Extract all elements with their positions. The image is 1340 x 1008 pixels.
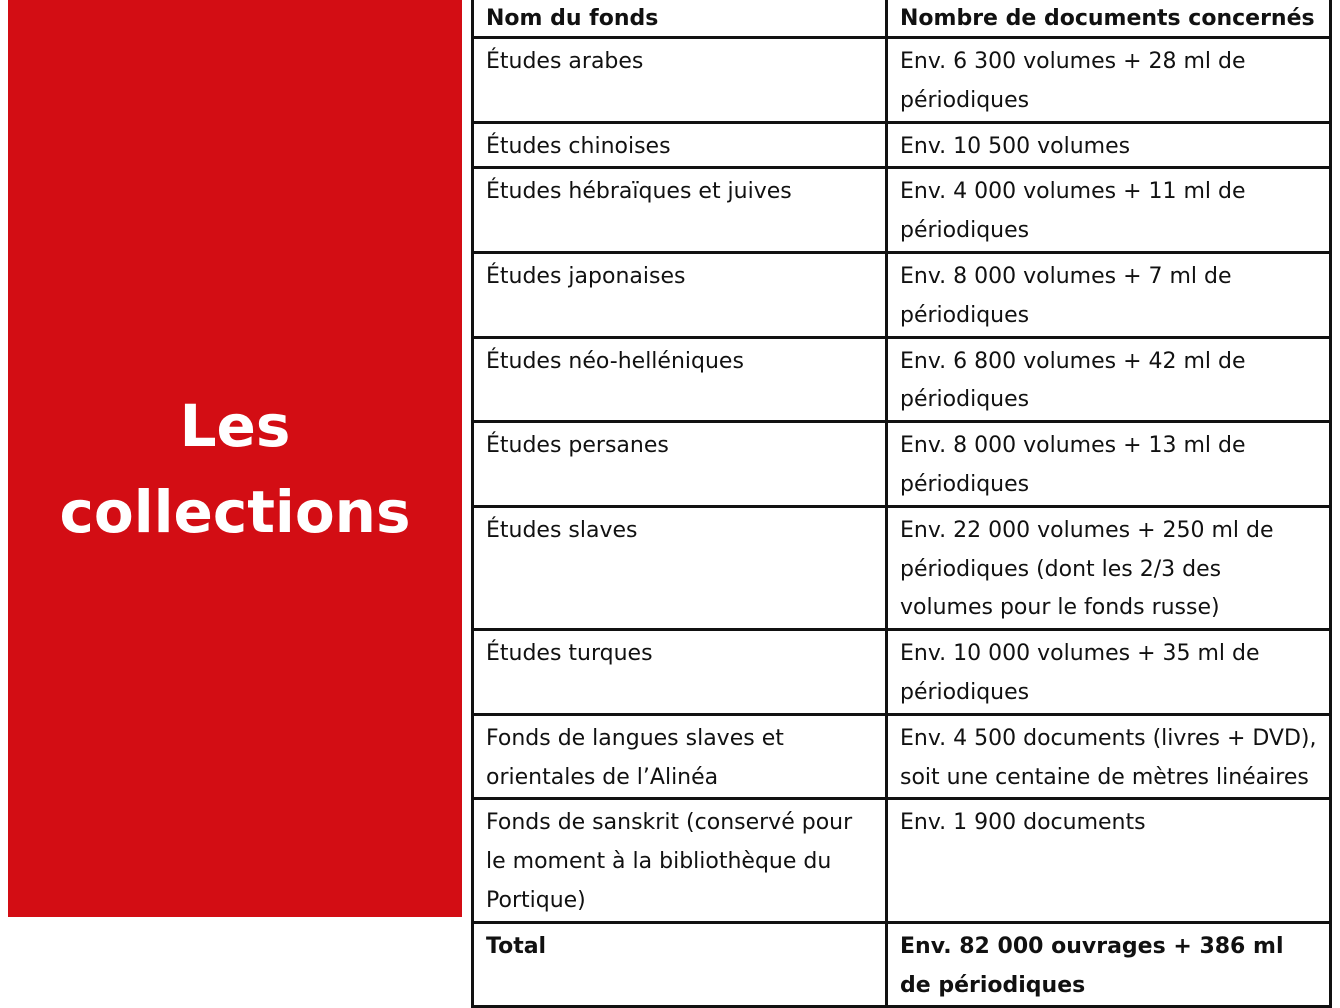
document-count-cell: Env. 6 800 volumes + 42 ml de périodiques	[887, 337, 1331, 422]
table-row	[473, 122, 1331, 168]
fonds-name-cell: Études slaves	[473, 506, 887, 629]
page-title-line-1: Les	[179, 391, 291, 460]
table-row	[473, 422, 1331, 507]
table-row	[473, 630, 1331, 715]
table-row	[473, 168, 1331, 253]
fonds-name-cell: Fonds de langues slaves et orientales de l’Alinéa	[473, 714, 887, 799]
table-header-row	[473, 0, 1331, 38]
table-total-row	[473, 922, 1331, 1007]
document-count-cell: Env. 1 900 documents	[887, 799, 1331, 922]
total-count-cell: Env. 82 000 ouvrages + 386 ml de périodiques	[887, 922, 1331, 1007]
table-row	[473, 337, 1331, 422]
fonds-name-cell: Études turques	[473, 630, 887, 715]
table-row	[473, 252, 1331, 337]
column-header-fonds: Nom du fonds	[473, 0, 887, 38]
document-count-cell: Env. 8 000 volumes + 13 ml de périodiques	[887, 422, 1331, 507]
table-row	[473, 506, 1331, 629]
table-row	[473, 799, 1331, 922]
total-label-cell: Total	[473, 922, 887, 1007]
fonds-name-cell: Études persanes	[473, 422, 887, 507]
column-header-documents: Nombre de documents concernés	[887, 0, 1331, 38]
document-count-cell: Env. 10 500 volumes	[887, 122, 1331, 168]
document-count-cell: Env. 4 000 volumes + 11 ml de périodiques	[887, 168, 1331, 253]
fonds-name-cell: Études chinoises	[473, 122, 887, 168]
fonds-name-cell: Études arabes	[473, 38, 887, 123]
document-count-cell: Env. 6 300 volumes + 28 ml de périodiques	[887, 38, 1331, 123]
document-count-cell: Env. 4 500 documents (livres + DVD), soit une centaine de mètres linéaires	[887, 714, 1331, 799]
collections-table-container	[471, 0, 1329, 998]
page-title	[60, 383, 411, 555]
fonds-name-cell: Fonds de sanskrit (conservé pour le moment à la bibliothèque du Portique)	[473, 799, 887, 922]
table-row	[473, 38, 1331, 123]
fonds-name-cell: Études hébraïques et juives	[473, 168, 887, 253]
page-title-line-2: collections	[59, 477, 411, 546]
document-count-cell: Env. 22 000 volumes + 250 ml de périodiques (dont les 2/3 des volumes pour le fonds russe)	[887, 506, 1331, 629]
fonds-name-cell: Études japonaises	[473, 252, 887, 337]
document-count-cell: Env. 8 000 volumes + 7 ml de périodiques	[887, 252, 1331, 337]
document-count-cell: Env. 10 000 volumes + 35 ml de périodiques	[887, 630, 1331, 715]
table-row	[473, 714, 1331, 799]
fonds-name-cell: Études néo-helléniques	[473, 337, 887, 422]
collections-table	[471, 0, 1332, 1008]
title-panel	[8, 0, 462, 917]
